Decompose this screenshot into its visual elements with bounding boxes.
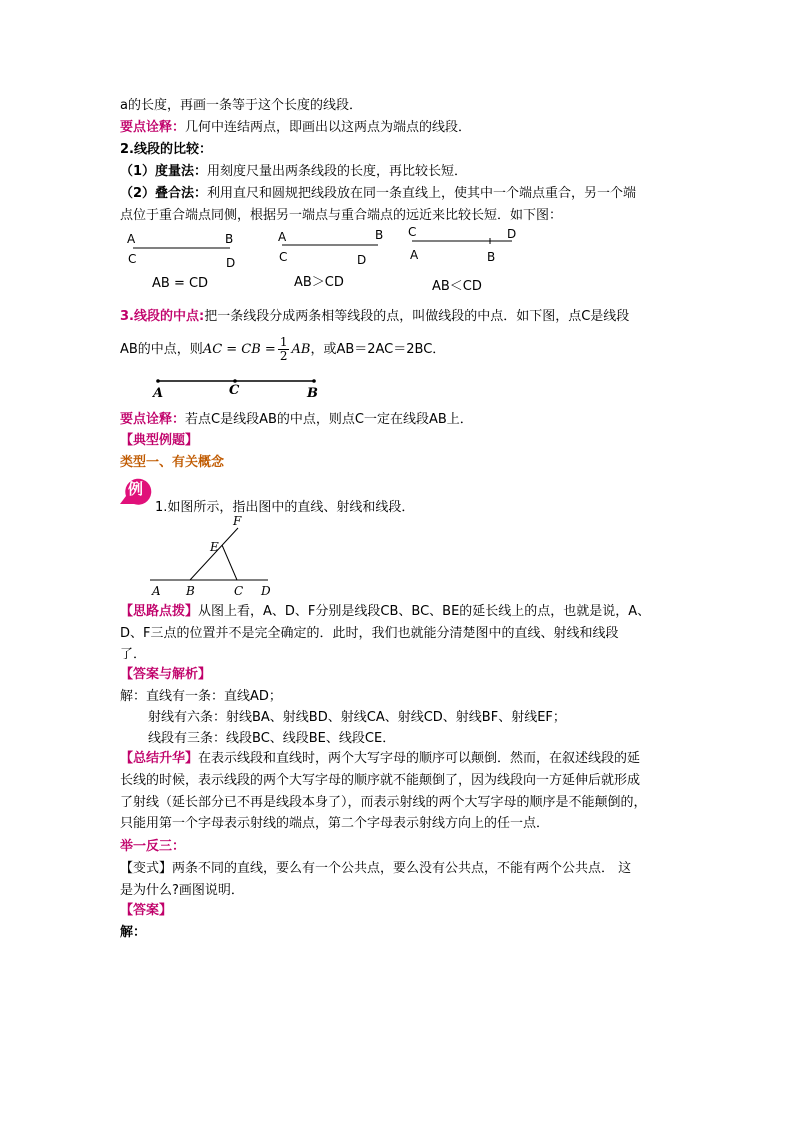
- text-line: [120, 815, 549, 833]
- point-label-e: E: [210, 540, 219, 554]
- fraction-denominator: 2: [279, 349, 288, 363]
- text: 几何中连结两点，即画出以这两点为端点的线段．: [185, 120, 472, 135]
- text: 射线有六条：射线BA、射线BD、射线CA、射线CD、射线BF、射线EF；: [148, 710, 566, 725]
- text: 用刻度尺量出两条线段的长度，再比较长短．: [207, 164, 468, 179]
- text: 类型一、有关概念: [120, 455, 225, 470]
- text: 了射线（延长部分已不再是线段本身了），而表示射线的两个大写字母的顺序是不能颠倒的，: [120, 795, 647, 810]
- text-line: [120, 882, 244, 900]
- text: 点位于重合端点同侧，根据另一端点与重合端点的远近来比较长短．如下图：: [120, 208, 563, 223]
- text: 线段有三条：线段BC、线段BE、线段CE．: [148, 731, 396, 746]
- point-label-d: D: [507, 227, 517, 241]
- point-label-a: A: [152, 584, 161, 598]
- text-line: [120, 772, 640, 790]
- key-point-label: 要点诠释：: [120, 120, 186, 135]
- point-label-a: A: [278, 230, 287, 244]
- point-label-c: C: [229, 383, 240, 398]
- point-label-c: C: [279, 250, 288, 264]
- text: 只能用第一个字母表示射线的端点，第二个字母表示射线方向上的任一点．: [120, 816, 550, 831]
- ray-bf: [190, 528, 238, 580]
- text: 举一反三：: [120, 839, 186, 854]
- point-label-b: B: [225, 232, 234, 246]
- figure-caption: AB = CD: [152, 276, 209, 291]
- formula: AB: [291, 342, 311, 357]
- text-line: [120, 750, 640, 768]
- text-line: [120, 860, 631, 878]
- figure-caption: AB＜CD: [432, 279, 482, 294]
- text-line: [148, 709, 566, 727]
- point-label-a: A: [153, 386, 164, 401]
- point-label-d: D: [357, 253, 367, 267]
- text-line: [148, 730, 395, 748]
- text: D、F三点的位置并不是完全确定的．此时，我们也就能分清楚图中的直线、射线和线段: [120, 626, 619, 641]
- midpoint-label: 3.线段的中点:: [120, 309, 205, 324]
- text: 解：直线有一条：直线AD；: [120, 689, 282, 704]
- text-line: [120, 603, 650, 621]
- text: 把一条线段分成两条相等线段的点，叫做线段的中点．如下图，点C是线段: [204, 309, 630, 324]
- segment-ec: [222, 545, 237, 580]
- key-point-label: 要点诠释：: [120, 412, 186, 427]
- fraction-numerator: 1: [279, 335, 288, 349]
- point-label-b: B: [375, 228, 384, 242]
- text-line: [120, 646, 146, 664]
- method-label: （1）度量法：: [120, 164, 208, 179]
- point-label-c: C: [408, 225, 417, 239]
- point-label-a: A: [410, 248, 419, 262]
- text-line: [120, 625, 619, 643]
- section-heading: [120, 902, 172, 920]
- text: AB的中点，则: [120, 342, 203, 357]
- text-line: [120, 688, 282, 706]
- section-heading: [120, 838, 185, 856]
- point-label-b: B: [307, 386, 318, 401]
- point-label-c: C: [128, 252, 137, 266]
- method-label: （2）叠合法：: [120, 186, 208, 201]
- formula: AC = CB =: [202, 342, 276, 357]
- text: 【变式】两条不同的直线，要么有一个公共点，要么没有公共点，不能有两个公共点． 这: [120, 861, 632, 876]
- section-heading: [120, 666, 211, 684]
- text: 1.如图所示，指出图中的直线、射线和线段．: [155, 500, 415, 515]
- text: 【答案与解析】: [120, 667, 212, 682]
- text: 2.线段的比较：: [120, 142, 212, 157]
- text: 【典型例题】: [120, 433, 199, 448]
- point-label-b: B: [487, 250, 496, 264]
- text: 是为什么?画图说明．: [120, 883, 244, 898]
- text: 在表示线段和直线时，两个大写字母的顺序可以颠倒．然而，在叙述线段的延: [198, 751, 641, 766]
- figure-caption: AB＞CD: [294, 275, 344, 290]
- text-line: [120, 924, 146, 942]
- point-label-f: F: [233, 514, 242, 528]
- point-label-d: D: [226, 256, 236, 270]
- text: a的长度，再画一条等于这个长度的线段．: [120, 98, 362, 113]
- text: 利用直尺和圆规把线段放在同一条直线上，使其中一个端点重合，另一个端: [207, 186, 637, 201]
- text: 了．: [120, 647, 147, 662]
- text: 解：: [120, 925, 147, 940]
- text: 若点C是线段AB的中点，则点C一定在线段AB上．: [185, 412, 473, 427]
- point-label-b: B: [186, 584, 195, 598]
- summary-label: 【总结升华】: [120, 751, 199, 766]
- text: 【答案】: [120, 903, 173, 918]
- text: ，或AB＝2AC＝2BC．: [310, 342, 446, 357]
- hint-label: 【思路点拨】: [120, 604, 199, 619]
- point-label-d: D: [261, 584, 271, 598]
- text: 从图上看，A、D、F分别是线段CB、BC、BE的延长线上的点，也就是说，A、: [198, 604, 651, 619]
- point-label-c: C: [234, 584, 244, 598]
- text: 长线的时候，表示线段的两个大写字母的顺序就不能颠倒了，因为线段向一方延伸后就形成: [120, 773, 641, 788]
- point-label-a: A: [127, 232, 136, 246]
- text-line: [120, 794, 647, 812]
- example-badge-text: 例: [128, 480, 144, 498]
